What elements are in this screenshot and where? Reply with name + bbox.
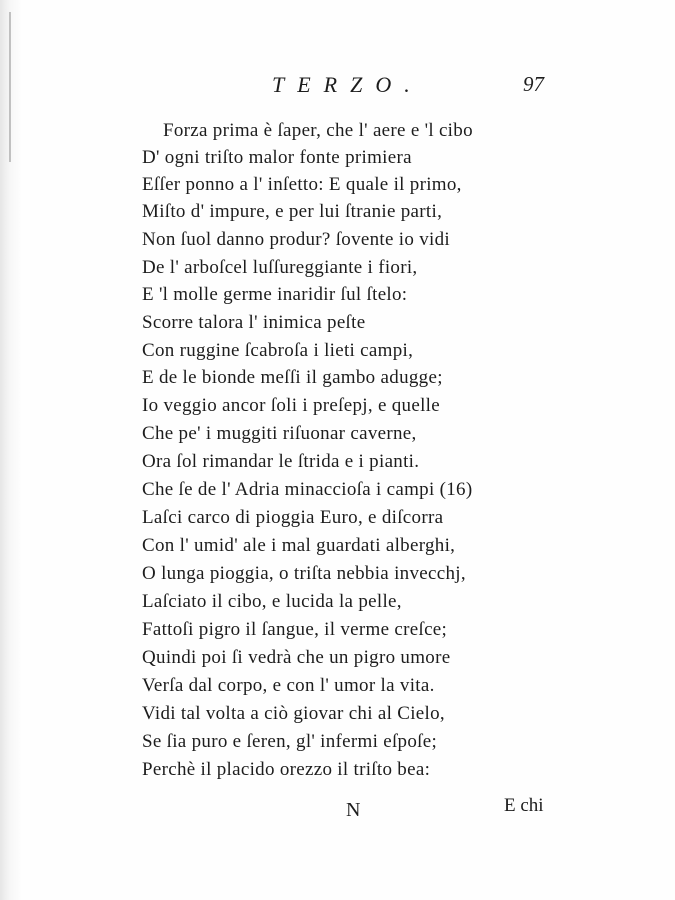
verse-line: Forza prima è ſaper, che l' aere e 'l cibo [163,120,473,141]
verse-line: Miſto d' impure, e per lui ſtranie parti, [142,201,443,222]
verse-line: Scorre talora l' inimica peſte [142,312,366,333]
verse-line: Che ſe de l' Adria minaccioſa i campi (16) [142,479,473,500]
verse-line: E de le bionde meſſi il gambo adugge; [142,367,443,388]
verse-line: Verſa dal corpo, e con l' umor la vita. [142,675,435,696]
verse-line: D' ogni triſto malor fonte primiera [142,147,412,168]
page-number: 97 [523,72,544,96]
verse-line: De l' arboſcel luſſureggiante i fiori, [142,257,418,278]
verse-line: Con l' umid' ale i mal guardati alberghi, [142,535,456,556]
verse-line: Fattoſi pigro il ſangue, il verme creſce; [142,619,448,640]
running-head: TERZO. [272,72,423,97]
verse-line: Con ruggine ſcabroſa i lieti campi, [142,340,414,361]
verse-line: Laſciato il cibo, e lucida la pelle, [142,591,402,612]
verse-line: Eſſer ponno a l' inſetto: E quale il primo, [142,174,462,195]
signature-mark: N [346,799,361,821]
catchword: E chi [504,795,544,816]
verse-line: Non ſuol danno produr? ſovente io vidi [142,229,450,250]
verse-line: Io veggio ancor ſoli i preſepj, e quelle [142,395,440,416]
verse-line: Ora ſol rimandar le ſtrida e i pianti. [142,451,420,472]
verse-line: Laſci carco di pioggia Euro, e diſcorra [142,507,444,528]
verse-line: Perchè il placido orezzo il triſto bea: [142,759,431,780]
verse-line: Quindi poi ſi vedrà che un pigro umore [142,647,451,668]
verse-line: Che pe' i muggiti riſuonar caverne, [142,423,417,444]
verse-line: E 'l molle germe inaridir ſul ſtelo: [142,284,408,305]
verse-line: O lunga pioggia, o triſta nebbia invecchj, [142,563,466,584]
verse-line: Vidi tal volta a ciò giovar chi al Cielo, [142,703,445,724]
verse-line: Se ſia puro e ſeren, gl' infermi eſpoſe; [142,731,438,752]
